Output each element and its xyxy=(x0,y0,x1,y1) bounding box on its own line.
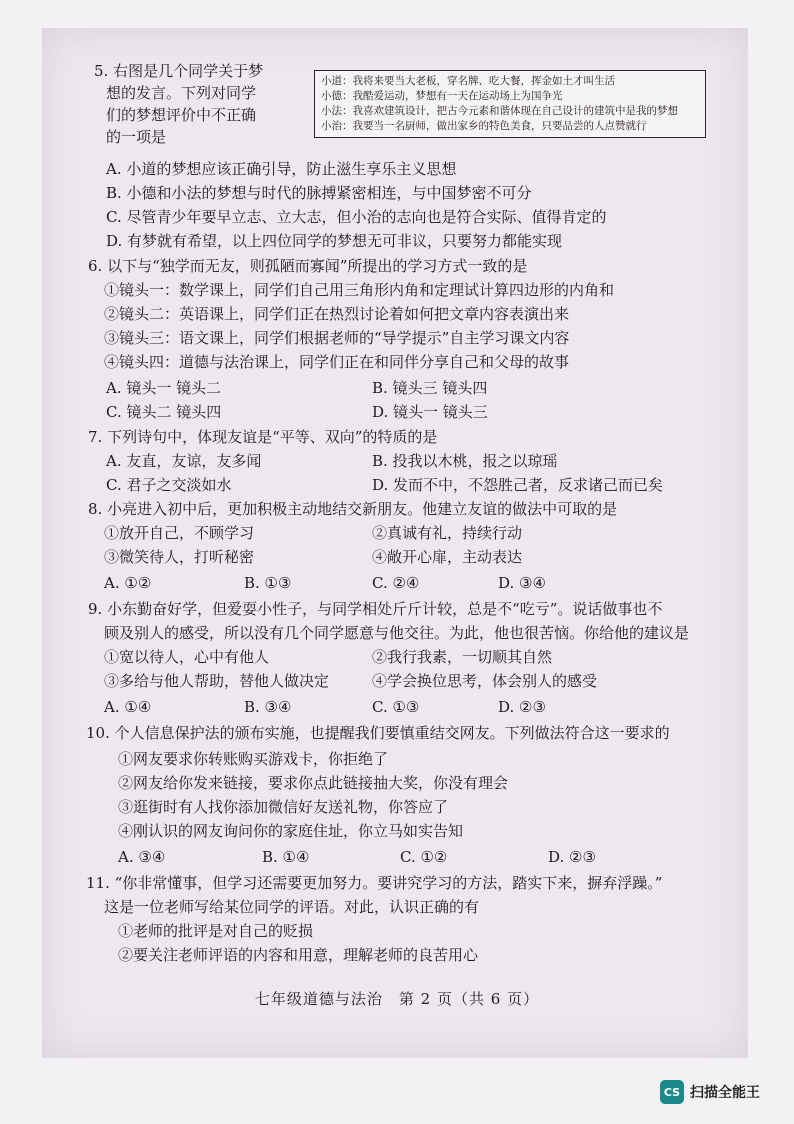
quote-xiaozhi: 小治：我要当一名厨师，做出家乡的特色美食，只要品尝的人点赞就行 xyxy=(321,120,647,132)
q7-option-c: C. 君子之交淡如水 xyxy=(106,476,232,494)
q9-option-d: D. ②③ xyxy=(498,698,546,716)
q9-option-c: C. ①③ xyxy=(372,698,420,716)
quote-xiaode: 小德：我酷爱运动，梦想有一天在运动场上为国争光 xyxy=(321,90,563,102)
q10-option-c: C. ①② xyxy=(400,848,448,866)
q5-option-d: D. 有梦就有希望，以上四位同学的梦想无可非议，只要努力都能实现 xyxy=(106,232,563,250)
question-9-stem: 顾及别人的感受，所以没有几个同学愿意与他交往。为此，他也很苦恼。你给他的建议是 xyxy=(104,624,690,642)
camscanner-label: 扫描全能王 xyxy=(690,1085,760,1101)
q9-item: ②我行我素，一切顺其自然 xyxy=(372,648,553,666)
q9-option-b: B. ③④ xyxy=(244,698,292,716)
q10-item: ③逛街时有人找你添加微信好友送礼物，你答应了 xyxy=(118,798,449,816)
q8-item: ④敞开心扉，主动表达 xyxy=(372,548,523,566)
q6-option-d: D. 镜头一 镜头三 xyxy=(372,403,488,421)
q6-item: ①镜头一：数学课上，同学们自己用三角形内角和定理试计算四边形的内角和 xyxy=(104,281,615,299)
q5-option-b: B. 小德和小法的梦想与时代的脉搏紧密相连，与中国梦密不可分 xyxy=(106,184,532,202)
q8-option-d: D. ③④ xyxy=(498,574,546,592)
quote-xiaofa: 小法：我喜欢建筑设计，把古今元素和谐体现在自己设计的建筑中是我的梦想 xyxy=(321,105,678,117)
q8-item: ②真诚有礼，持续行动 xyxy=(372,524,523,542)
camscanner-logo-icon: CS xyxy=(660,1080,684,1104)
q11-item: ①老师的批评是对自己的贬损 xyxy=(118,922,314,940)
q5-stem-line: 5. 右图是几个同学关于梦 xyxy=(94,62,264,80)
q9-option-a: A. ①④ xyxy=(104,698,152,716)
q8-item: ③微笑待人，打听秘密 xyxy=(104,548,255,566)
q7-option-b: B. 投我以木桃，报之以琼瑶 xyxy=(372,452,558,470)
quote-xiaodao: 小道：我将来要当大老板，穿名牌、吃大餐，挥金如土才叫生活 xyxy=(321,75,615,87)
q6-option-c: C. 镜头二 镜头四 xyxy=(106,403,222,421)
question-7-stem: 7. 下列诗句中，体现友谊是“平等、双向”的特质的是 xyxy=(88,428,438,446)
q10-option-d: D. ②③ xyxy=(548,848,596,866)
q6-option-b: B. 镜头三 镜头四 xyxy=(372,379,488,397)
q5-option-c: C. 尽管青少年要早立志、立大志，但小治的志向也是符合实际、值得肯定的 xyxy=(106,208,607,226)
q7-option-a: A. 友直，友谅，友多闻 xyxy=(106,452,262,470)
question-11-stem: 这是一位老师写给某位同学的评语。对此，认识正确的有 xyxy=(104,898,480,916)
q8-item: ①放开自己，不顾学习 xyxy=(104,524,255,542)
q11-item: ②要关注老师评语的内容和用意，理解老师的良苦用心 xyxy=(118,946,479,964)
q9-item: ④学会换位思考，体会别人的感受 xyxy=(372,672,598,690)
q10-option-a: A. ③④ xyxy=(118,848,166,866)
q10-item: ④刚认识的网友询问你的家庭住址，你立马如实告知 xyxy=(118,822,464,840)
q6-option-a: A. 镜头一 镜头二 xyxy=(106,379,222,397)
question-11-stem: 11. “你非常懂事，但学习还需要更加努力。要讲究学习的方法，踏实下来，摒弃浮躁。” xyxy=(86,874,663,892)
q10-option-b: B. ①④ xyxy=(262,848,310,866)
q5-stem-line: 的一项是 xyxy=(106,128,167,146)
q7-option-d: D. 发而不中，不怨胜己者，反求诸己而已矣 xyxy=(372,476,664,494)
q8-option-c: C. ②④ xyxy=(372,574,420,592)
q9-item: ③多给与他人帮助，替他人做决定 xyxy=(104,672,330,690)
question-9-stem: 9. 小东勤奋好学，但爱耍小性子，与同学相处斤斤计较，总是不“吃亏”。说话做事也不 xyxy=(88,600,663,618)
q10-item: ②网友给你发来链接，要求你点此链接抽大奖，你没有理会 xyxy=(118,774,509,792)
question-5-stem xyxy=(94,60,294,148)
question-6-stem: 6. 以下与“独学而无友，则孤陋而寡闻”所提出的学习方式一致的是 xyxy=(88,257,528,275)
q5-stem-line: 们的梦想评价中不正确 xyxy=(106,106,257,124)
q5-option-a: A. 小道的梦想应该正确引导，防止滋生享乐主义思想 xyxy=(106,160,457,178)
q8-option-b: B. ①③ xyxy=(244,574,292,592)
q10-item: ①网友要求你转账购买游戏卡，你拒绝了 xyxy=(118,750,389,768)
q5-stem-line: 想的发言。下列对同学 xyxy=(106,84,257,102)
q6-item: ③镜头三：语文课上，同学们根据老师的“导学提示”自主学习课文内容 xyxy=(104,329,570,347)
q6-item: ②镜头二：英语课上，同学们正在热烈讨论着如何把文章内容表演出来 xyxy=(104,305,570,323)
q8-option-a: A. ①② xyxy=(104,574,152,592)
q9-item: ①宽以待人，心中有他人 xyxy=(104,648,270,666)
dream-quotes-box xyxy=(314,70,706,138)
question-10-stem: 10. 个人信息保护法的颁布实施，也提醒我们要慎重结交网友。下列做法符合这一要求的 xyxy=(86,724,670,742)
page-footer: 七年级道德与法治 第 2 页（共 6 页） xyxy=(254,990,540,1008)
question-8-stem: 8. 小亮进入初中后，更加积极主动地结交新朋友。他建立友谊的做法中可取的是 xyxy=(88,500,618,518)
q6-item: ④镜头四：道德与法治课上，同学们正在和同伴分享自己和父母的故事 xyxy=(104,353,570,371)
camscanner-watermark xyxy=(660,1080,760,1104)
